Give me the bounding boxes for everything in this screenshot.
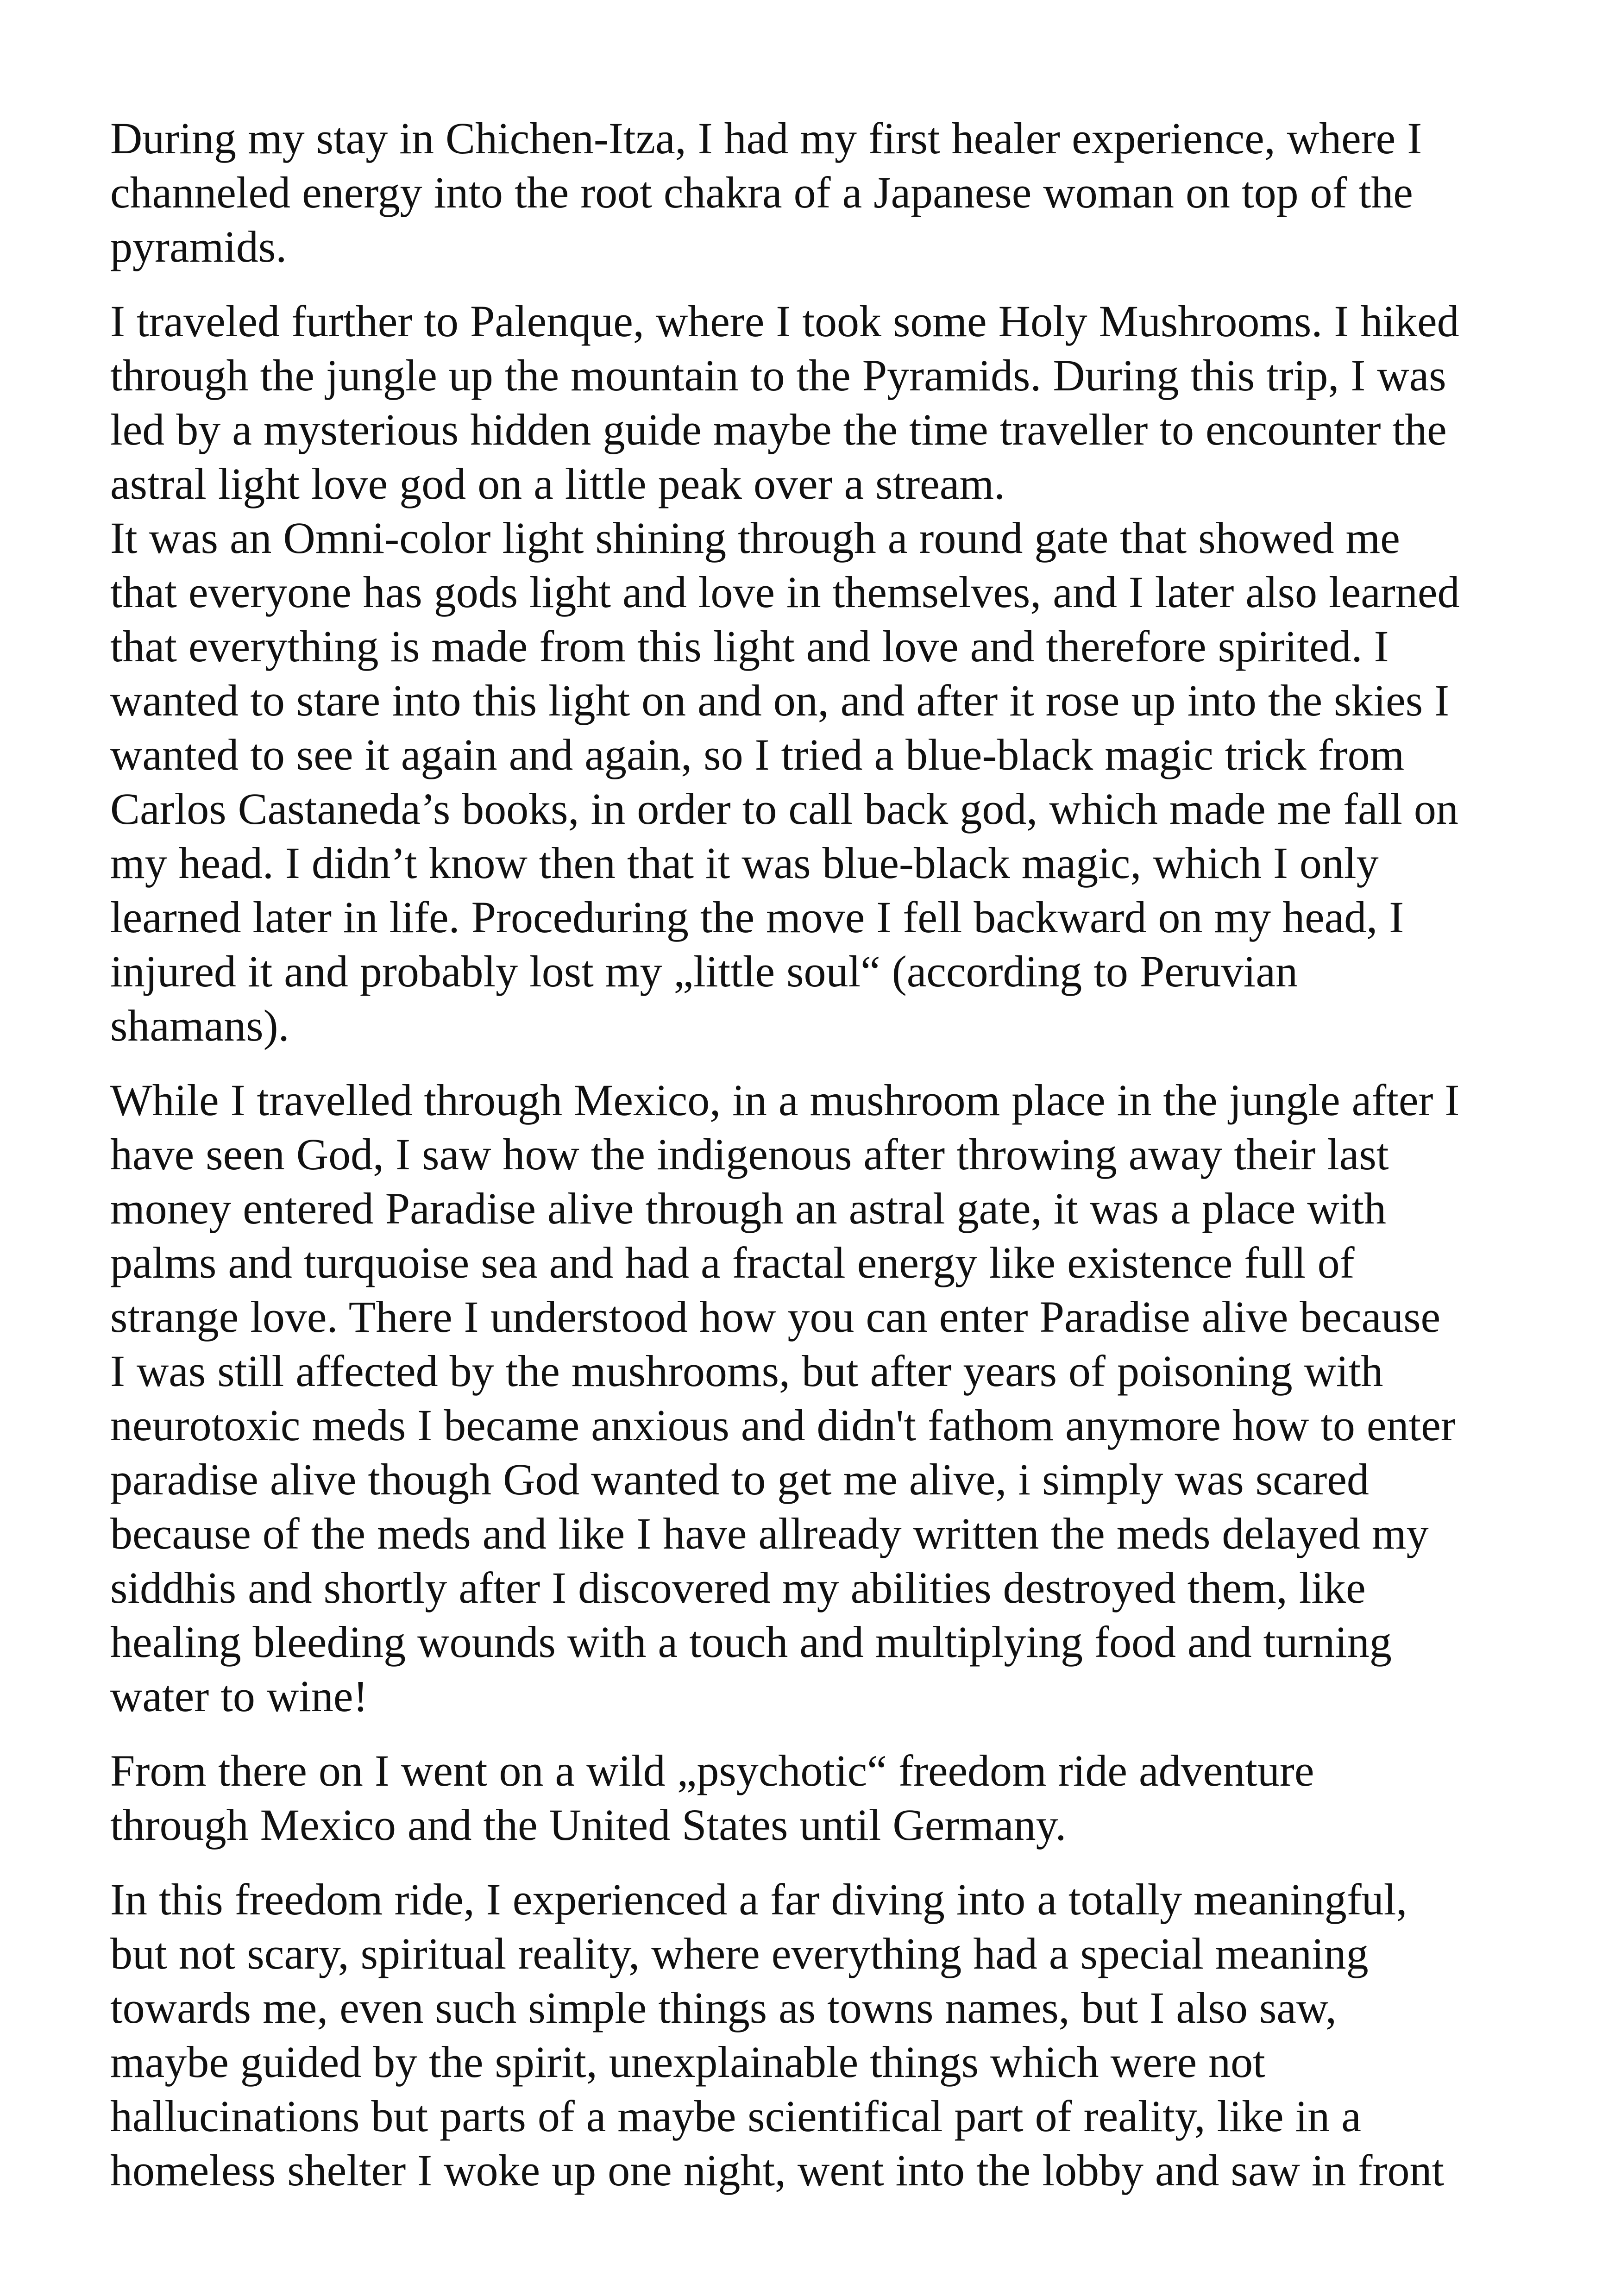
paragraph-chichen-itza: During my stay in Chichen-Itza, I had my first healer experience, where I channeled energy into the root chakra of a Japanese woman on top of the pyramids. (110, 113, 1422, 271)
paragraph-mexico-paradise: While I travelled through Mexico, in a mushroom place in the jungle after I have seen God, I saw how the indigenous after throwing away their last money entered Paradise alive through an astral gate, it was a place with palms and turquoise sea and had a fractal energy like existence full of strange love. There I understood how you can enter Paradise alive because I was still affected by the mushrooms, but after years of poisoning with neurotoxic meds I became anxious and didn't fathom anymore how to enter paradise alive though God wanted to get me alive, i simply was scared because of the meds and like I have allready written the meds delayed my siddhis and shortly after I discovered my abilities destroyed them, like healing bleeding wounds with a touch and multiplying food and turning water to wine! (110, 1075, 1460, 1721)
paragraph-spiritual-reality: In this freedom ride, I experienced a far diving into a totally meaningful, but not scary, spiritual reality, where everything had a special meaning towards me, even such simple things as towns names, but I also saw, maybe guided by the spirit, unexplainable things which were not hallucinations but parts of a maybe scientifical part of reality, like in a homeless shelter I woke up one night, went into the lobby and saw in front (110, 1875, 1445, 2195)
document-page (110, 111, 1527, 2197)
paragraph-palenque: I traveled further to Palenque, where I took some Holy Mushrooms. I hiked through the jungle up the mountain to the Pyramids. During this trip, I was led by a mysterious hidden guide maybe the time traveller to encounter the astral light love god on a little peak over a stream. (110, 296, 1459, 508)
paragraph-freedom-ride: From there on I went on a wild „psychotic“ freedom ride adventure through Mexico and the United States until Germany. (110, 1746, 1314, 1850)
paragraph-omni-color-light: It was an Omni-color light shining through a round gate that showed me that everyone has gods light and love in themselves, and I later also learned that everything is made from this light and love and therefore spirited. I wanted to stare into this light on and on, and after it rose up into the skies I wanted to see it again and again, so I tried a blue-black magic trick from Carlos Castaneda’s books, in order to call back god, which made me fall on my head. I didn’t know then that it was blue-black magic, which I only learned later in life. Proceduring the move I fell backward on my head, I injured it and probably lost my „little soul“ (according to Peruvian shamans). (110, 513, 1460, 1050)
